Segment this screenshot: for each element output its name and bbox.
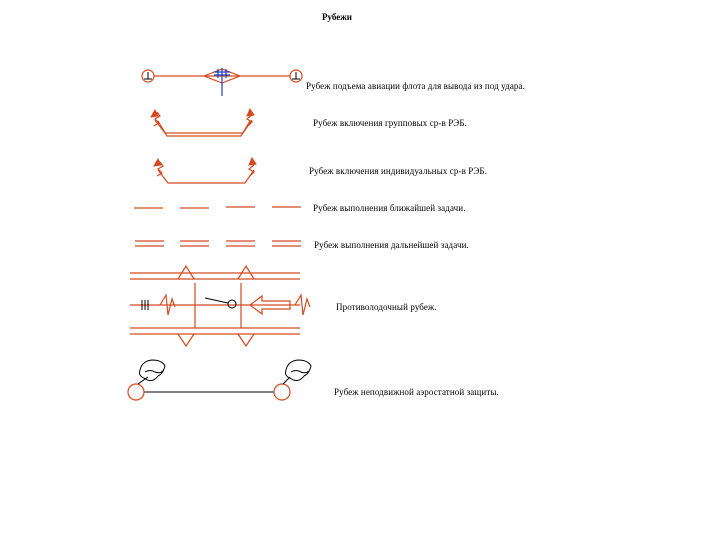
- subsequent-task-line-symbol: [135, 241, 301, 246]
- label-individual-ew: Рубеж включения индивидуальных ср-в РЭБ.: [309, 166, 488, 176]
- anti-submarine-line-symbol: [130, 266, 310, 346]
- immediate-task-line-symbol: [134, 207, 301, 208]
- label-subsequent-task: Рубеж выполнения дальнейшей задачи.: [314, 240, 469, 250]
- individual-ew-line-symbol: [154, 158, 256, 183]
- label-group-ew: Рубеж включения групповых ср-в РЭБ.: [313, 118, 467, 128]
- aviation-lift-line-symbol: [142, 68, 302, 96]
- group-ew-line-symbol: [151, 109, 254, 136]
- page-title: Рубежи: [322, 12, 352, 22]
- label-balloon-barrage: Рубеж неподвижной аэростатной защиты.: [334, 387, 499, 397]
- balloon-barrage-line-symbol: [128, 360, 311, 400]
- label-immediate-task: Рубеж выполнения ближайшей задачи.: [313, 203, 466, 213]
- label-aviation-lift: Рубеж подъема авиации флота для вывода из под удара.: [306, 81, 525, 91]
- label-anti-submarine: Противолодочный рубеж.: [336, 302, 437, 312]
